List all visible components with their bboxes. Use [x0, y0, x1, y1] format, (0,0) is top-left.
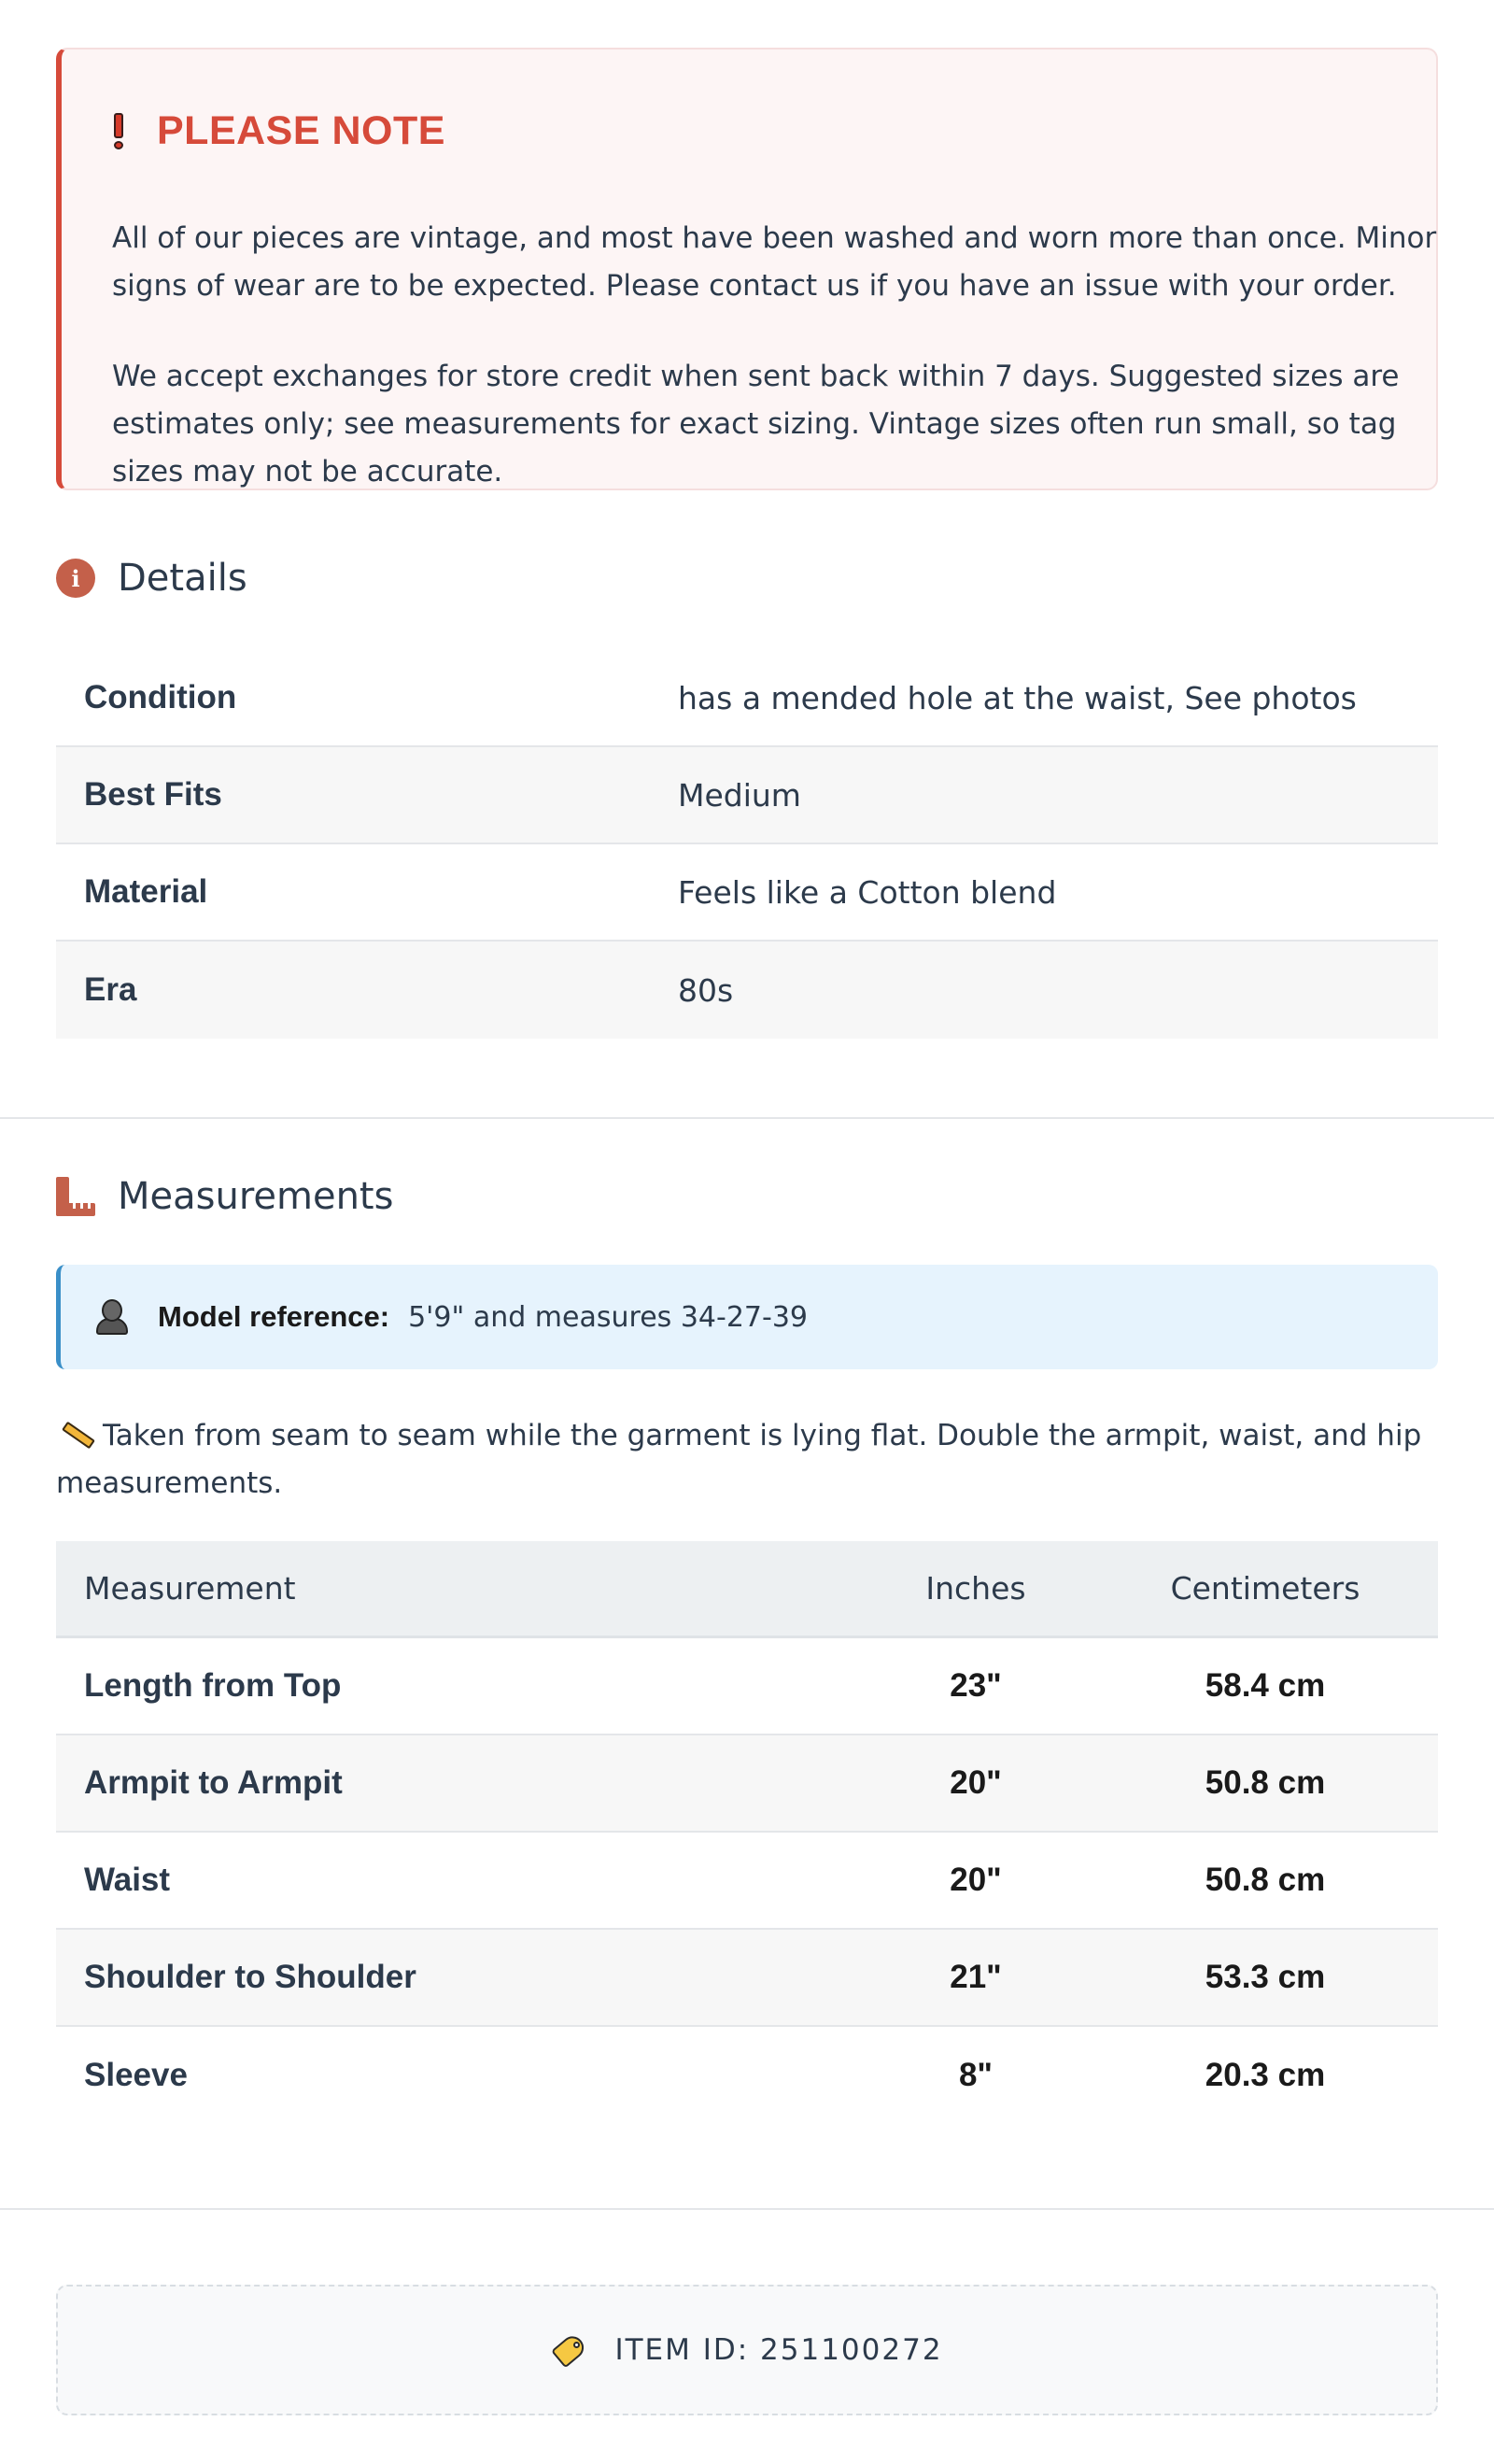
exclamation-icon [112, 113, 125, 150]
model-reference [56, 1265, 1438, 1369]
details-value: has a mended hole at the waist, See photos [678, 679, 1357, 716]
details-table [56, 650, 1438, 1039]
measurement-cm: 50.8 cm [1205, 1764, 1326, 1801]
measurement-inches: 20" [950, 1862, 1002, 1898]
measurement-cm: 20.3 cm [1205, 2057, 1326, 2093]
details-row [56, 844, 1438, 942]
section-divider [0, 1117, 1494, 1119]
details-label: Best Fits [84, 776, 222, 813]
measurement-cm: 53.3 cm [1205, 1959, 1326, 1995]
table-row [56, 1930, 1438, 2027]
details-value: Feels like a Cotton blend [678, 873, 1057, 911]
details-title: Details [118, 557, 247, 600]
table-row [56, 1735, 1438, 1833]
section-divider [0, 2208, 1494, 2210]
ruler-icon [56, 1177, 95, 1216]
item-id-box [56, 2285, 1438, 2415]
measurement-name: Armpit to Armpit [84, 1764, 343, 1801]
details-value: 80s [678, 971, 734, 1009]
details-label: Era [84, 971, 137, 1008]
details-value: Medium [678, 776, 801, 814]
measurements-title: Measurements [118, 1175, 394, 1218]
table-row [56, 1833, 1438, 1930]
measurement-note [56, 1412, 1438, 1508]
tag-icon [551, 2331, 590, 2369]
measurement-inches: 20" [950, 1764, 1002, 1801]
notice-paragraph: All of our pieces are vintage, and most have been washed and worn more than once. Minor signs of wear are to be expected. Please contact us if you have an issue with your order. [112, 221, 1437, 303]
column-header-centimeters: Centimeters [1170, 1570, 1360, 1607]
info-icon: i [56, 559, 95, 598]
notice-box [56, 48, 1438, 490]
table-header [56, 1541, 1438, 1638]
table-row [56, 2027, 1438, 2124]
details-row [56, 747, 1438, 844]
details-row [56, 650, 1438, 747]
table-row [56, 1638, 1438, 1735]
details-heading [56, 557, 247, 600]
measurement-cm: 58.4 cm [1205, 1667, 1326, 1704]
model-reference-label: Model reference: [158, 1300, 390, 1333]
model-reference-value: 5'9" and measures 34-27-39 [408, 1300, 808, 1334]
measurement-inches: 23" [950, 1667, 1002, 1704]
measurement-name: Waist [84, 1862, 171, 1898]
measurements-table [56, 1541, 1438, 2124]
measurement-inches: 21" [950, 1959, 1002, 1995]
notice-paragraph: We accept exchanges for store credit when sent back within 7 days. Suggested sizes are estimates only; see measurements for exact sizing. Vintage sizes often run small, so tag sizes may not be accurate. [112, 360, 1400, 489]
measurement-name: Shoulder to Shoulder [84, 1959, 416, 1995]
measurement-cm: 50.8 cm [1205, 1862, 1326, 1898]
notice-title: PLEASE NOTE [157, 108, 445, 153]
column-header-inches: Inches [925, 1570, 1026, 1607]
column-header-measurement: Measurement [84, 1570, 296, 1607]
person-icon [96, 1299, 128, 1335]
details-row [56, 942, 1438, 1039]
measurement-name: Length from Top [84, 1667, 342, 1704]
notice-header [112, 108, 445, 154]
details-label: Condition [84, 679, 237, 715]
measurements-heading [56, 1175, 393, 1218]
measurement-note-text: Taken from seam to seam while the garment is lying flat. Double the armpit, waist, and hip measurements. [56, 1419, 1422, 1500]
item-id: ITEM ID: 251100272 [614, 2333, 943, 2367]
pencil-icon [56, 1421, 95, 1449]
measurement-inches: 8" [958, 2057, 994, 2093]
measurement-name: Sleeve [84, 2057, 188, 2093]
details-label: Material [84, 873, 208, 910]
